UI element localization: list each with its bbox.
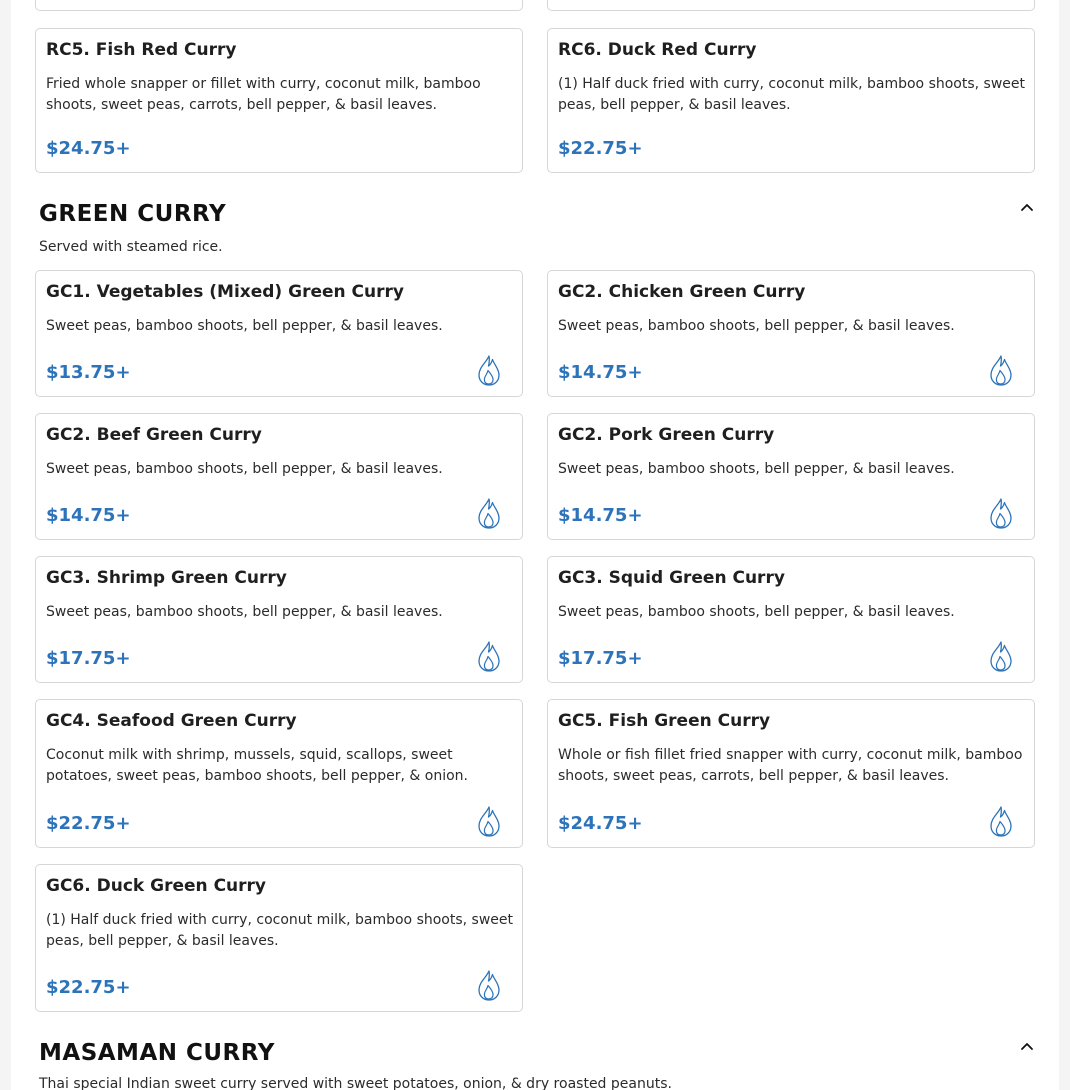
item-description: Coconut milk with shrimp, mussels, squid, scallops, sweet potatoes, sweet peas, bamboo shoots, bell pepper, & onion. bbox=[46, 747, 468, 784]
item-name: GC1. Vegetables (Mixed) Green Curry bbox=[46, 282, 404, 302]
flame-icon bbox=[476, 805, 502, 837]
item-name: GC3. Squid Green Curry bbox=[558, 568, 785, 588]
item-name: RC5. Fish Red Curry bbox=[46, 40, 237, 60]
item-price: $14.75+ bbox=[558, 505, 643, 526]
section-subtitle: Thai special Indian sweet curry served with sweet potatoes, onion, & dry roasted peanuts. bbox=[39, 1076, 672, 1090]
item-name: GC6. Duck Green Curry bbox=[46, 876, 266, 896]
chevron-up-icon[interactable] bbox=[1019, 1038, 1035, 1054]
item-description: Sweet peas, bamboo shoots, bell pepper, & basil leaves. bbox=[558, 604, 955, 620]
item-price: $13.75+ bbox=[46, 362, 131, 383]
item-description: Sweet peas, bamboo shoots, bell pepper, & basil leaves. bbox=[46, 461, 443, 477]
menu-page bbox=[11, 0, 1059, 1090]
item-name: GC5. Fish Green Curry bbox=[558, 711, 771, 731]
item-description: Sweet peas, bamboo shoots, bell pepper, & basil leaves. bbox=[46, 318, 443, 334]
item-name: GC2. Pork Green Curry bbox=[558, 425, 775, 445]
flame-icon bbox=[988, 805, 1014, 837]
flame-icon bbox=[988, 354, 1014, 386]
item-name: GC4. Seafood Green Curry bbox=[46, 711, 297, 731]
menu-item-card[interactable] bbox=[547, 0, 1035, 11]
section-title: MASAMAN CURRY bbox=[39, 1040, 275, 1066]
menu-item-card[interactable] bbox=[35, 270, 523, 397]
item-price: $22.75+ bbox=[46, 977, 131, 998]
item-price: $24.75+ bbox=[558, 813, 643, 834]
menu-item-card[interactable] bbox=[35, 413, 523, 540]
item-description: Sweet peas, bamboo shoots, bell pepper, & basil leaves. bbox=[558, 318, 955, 334]
item-price: $24.75+ bbox=[46, 138, 131, 159]
menu-item-card[interactable] bbox=[547, 413, 1035, 540]
item-description: (1) Half duck fried with curry, coconut milk, bamboo shoots, sweet peas, bell pepper, & basil leaves. bbox=[46, 912, 514, 949]
menu-item-card[interactable] bbox=[35, 0, 523, 11]
item-description: (1) Half duck fried with curry, coconut milk, bamboo shoots, sweet peas, bell pepper, & basil leaves. bbox=[558, 76, 1026, 113]
menu-item-card[interactable] bbox=[35, 699, 523, 848]
item-description: Whole or fish fillet fried snapper with curry, coconut milk, bamboo shoots, sweet peas, carrots, bell pepper, & basil leaves. bbox=[558, 747, 1023, 784]
menu-item-card[interactable] bbox=[547, 699, 1035, 848]
item-price: $17.75+ bbox=[46, 648, 131, 669]
chevron-up-icon[interactable] bbox=[1019, 199, 1035, 215]
menu-item-card[interactable] bbox=[547, 28, 1035, 173]
item-description: Sweet peas, bamboo shoots, bell pepper, & basil leaves. bbox=[558, 461, 955, 477]
flame-icon bbox=[476, 354, 502, 386]
item-name: GC3. Shrimp Green Curry bbox=[46, 568, 287, 588]
item-price: $17.75+ bbox=[558, 648, 643, 669]
section-subtitle: Served with steamed rice. bbox=[39, 239, 223, 255]
item-name: GC2. Chicken Green Curry bbox=[558, 282, 806, 302]
item-price: $14.75+ bbox=[558, 362, 643, 383]
menu-item-card[interactable] bbox=[35, 864, 523, 1012]
menu-item-card[interactable] bbox=[35, 556, 523, 683]
item-name: GC2. Beef Green Curry bbox=[46, 425, 262, 445]
flame-icon bbox=[476, 640, 502, 672]
flame-icon bbox=[988, 640, 1014, 672]
flame-icon bbox=[988, 497, 1014, 529]
flame-icon bbox=[476, 497, 502, 529]
menu-item-card[interactable] bbox=[547, 556, 1035, 683]
item-price: $22.75+ bbox=[558, 138, 643, 159]
section-title: GREEN CURRY bbox=[39, 201, 227, 227]
item-name: RC6. Duck Red Curry bbox=[558, 40, 757, 60]
flame-icon bbox=[476, 969, 502, 1001]
item-description: Sweet peas, bamboo shoots, bell pepper, & basil leaves. bbox=[46, 604, 443, 620]
menu-item-card[interactable] bbox=[35, 28, 523, 173]
item-price: $14.75+ bbox=[46, 505, 131, 526]
item-price: $22.75+ bbox=[46, 813, 131, 834]
menu-item-card[interactable] bbox=[547, 270, 1035, 397]
item-description: Fried whole snapper or fillet with curry, coconut milk, bamboo shoots, sweet peas, carrots, bell pepper, & basil leaves. bbox=[46, 76, 481, 113]
